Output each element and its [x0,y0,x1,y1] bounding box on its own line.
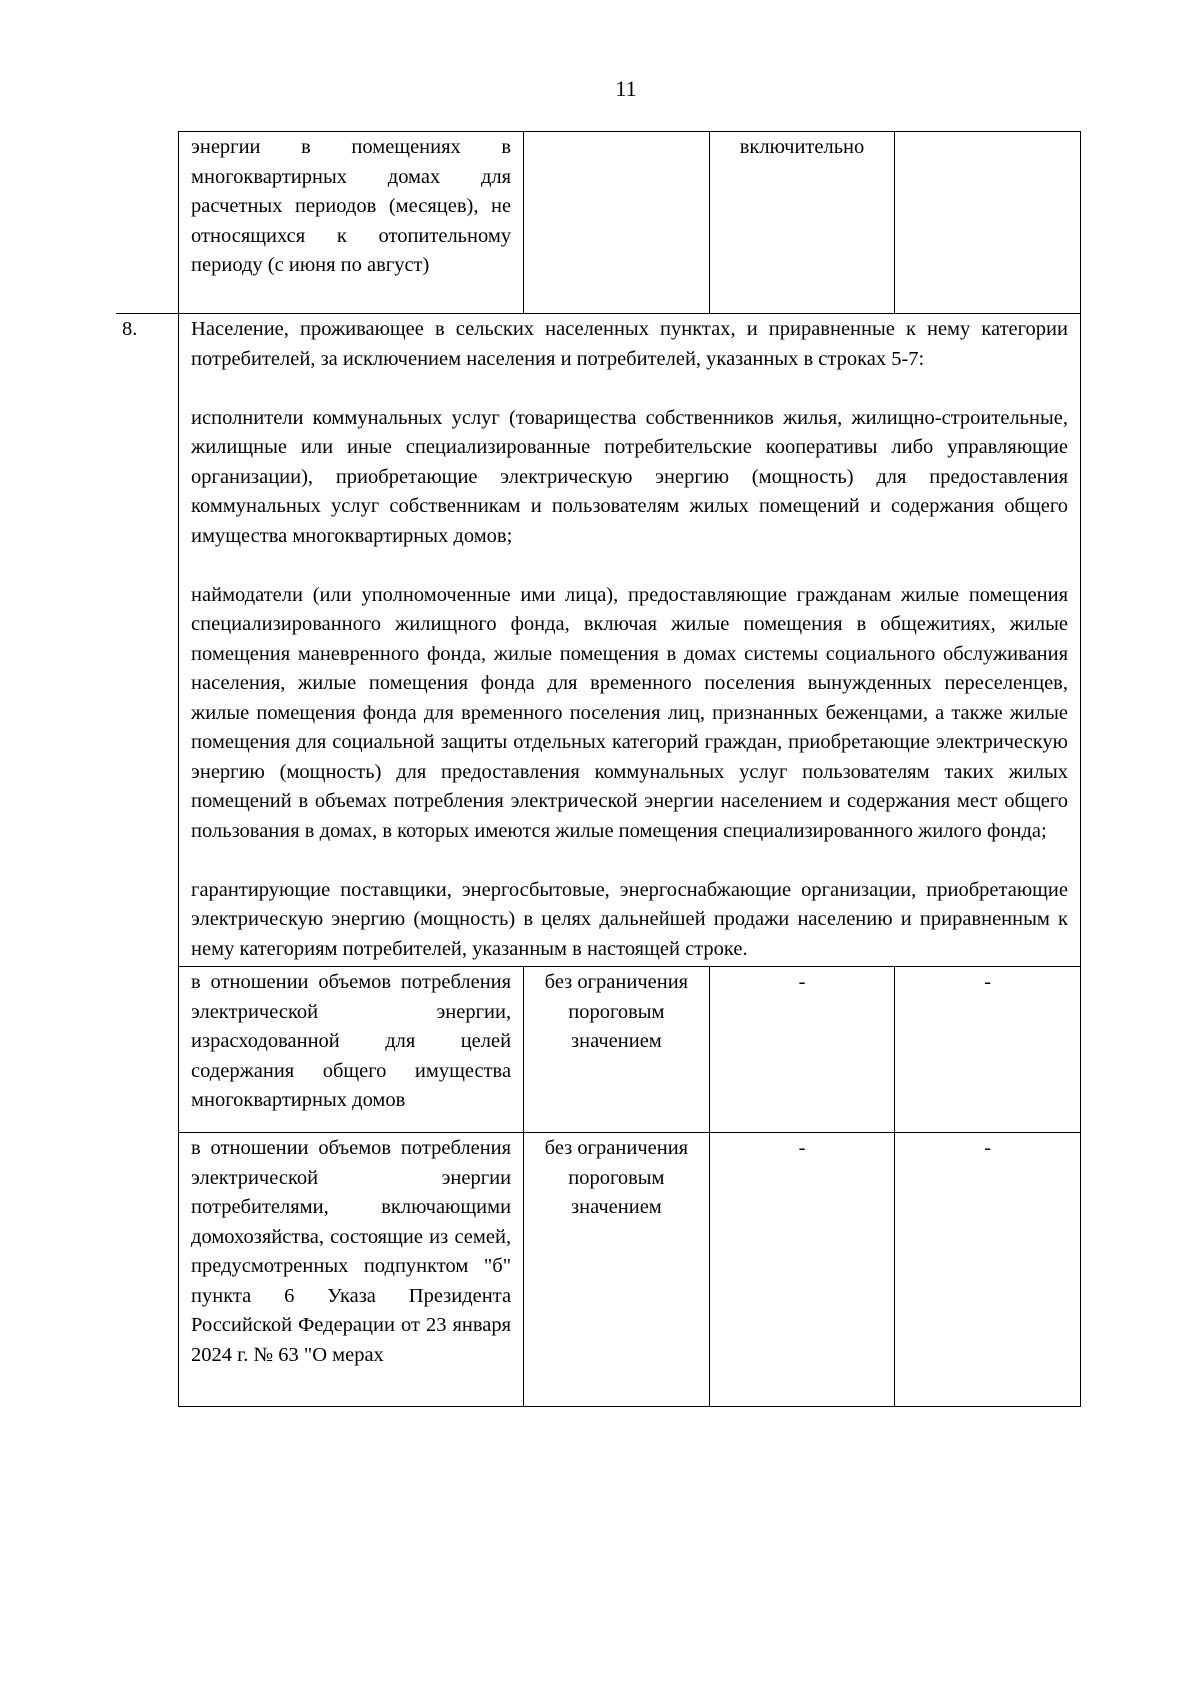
table-row-common-property [116,967,1081,1133]
continuation-description: энергии в помещениях в многоквартирных домах для расчетных периодов (месяцев), не относящихся к отопительному периоду (с июня по август) [179,132,524,314]
continuation-col5 [895,132,1081,314]
subrow2-col5: - [895,1133,1081,1407]
page-number: 11 [615,76,637,101]
subrow1-col5: - [895,967,1081,1133]
row-8-paragraph: наймодатели (или уполномоченные ими лица), предоставляющие гражданам жилые помещения специализированного жилищного фонда, включая жилые помещения в общежитиях, жилые помещения маневренного фонда, жилые помещения в домах системы социального обслуживания населения, жилые помещения фонда для временного поселения вынужденных переселенцев, жилые помещения фонда для временного поселения лиц, признанных беженцами, а также жилые помещения для социальной защиты отдельных категорий граждан, приобретающие электрическую энергию (мощность) для предоставления коммунальных услуг пользователям таких жилых помещений в объемах потребления электрической энергии населением и содержания мест общего пользования в домах, в которых имеются жилые помещения специализированного жилого фонда; [191,583,1068,842]
row-8-number: 8. [116,314,179,967]
row-number-cell [116,1133,179,1407]
row-number-cell [116,132,179,314]
row-8-paragraph: Население, проживающее в сельских населенных пунктах, и приравненные к нему категории потребителей, за исключением населения и потребителей, указанных в строках 5-7: [191,318,1068,370]
subrow1-col4: - [709,967,895,1133]
continuation-col4: включительно [709,132,895,314]
subrow2-description: в отношении объемов потребления электрической энергии потребителями, включающими домохозяйства, состоящие из семей, предусмотренных подпунктом "б" пункта 6 Указа Президента Российской Федерации от 23 января 2024 г. № 63 "О мерах [179,1133,524,1407]
row-number-cell [116,967,179,1133]
continuation-col3 [524,132,710,314]
table-row-households [116,1133,1081,1407]
subrow2-col4: - [709,1133,895,1407]
subrow2-limit: без ограничения пороговым значением [524,1133,710,1407]
tariff-table [116,131,1081,1407]
subrow1-limit: без ограничения пороговым значением [524,967,710,1133]
subrow1-description: в отношении объемов потребления электрической энергии, израсходованной для целей содержания общего имущества многоквартирных домов [179,967,524,1133]
row-8-text [179,314,1081,967]
row-8-paragraph: исполнители коммунальных услуг (товарищества собственников жилья, жилищно-строительные, жилищные или иные специализированные потребительские кооперативы либо управляющие организации), приобретающие электрическую энергию (мощность) для предоставления коммунальных услуг собственникам и пользователям жилых помещений и содержания общего имущества многоквартирных домов; [191,406,1068,547]
table-row-8 [116,314,1081,967]
table-row-continuation [116,132,1081,314]
row-8-paragraph: гарантирующие поставщики, энергосбытовые, энергоснабжающие организации, приобретающие электрическую энергию (мощность) в целях дальнейшей продажи населению и приравненным к нему категориям потребителей, указанным в настоящей строке. [191,878,1068,960]
